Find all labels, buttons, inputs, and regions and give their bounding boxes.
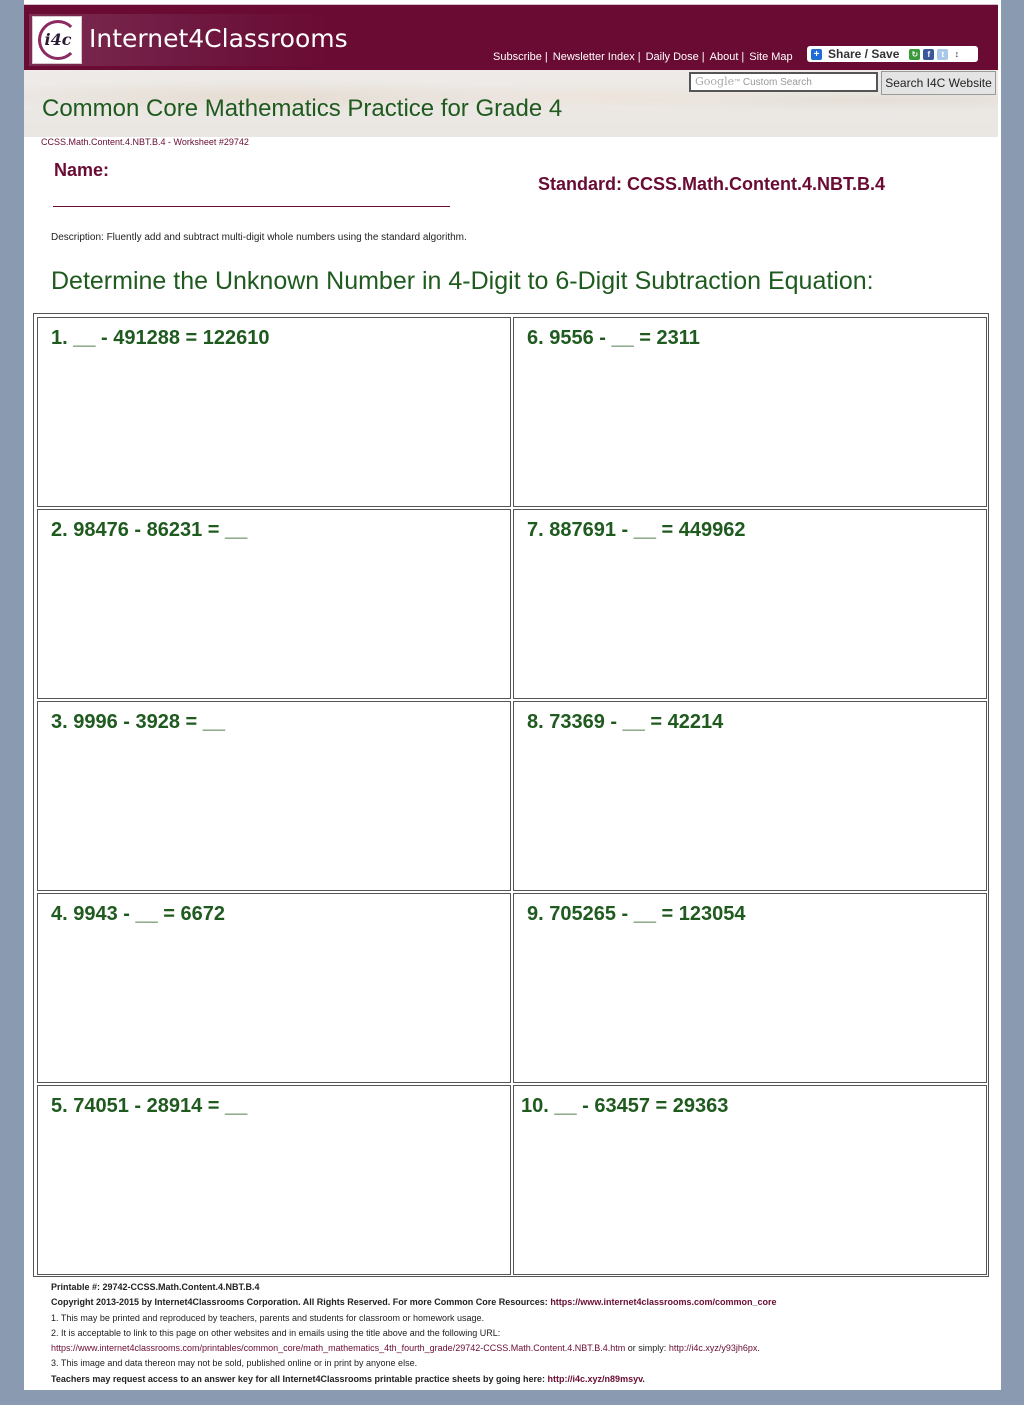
- printable-number: Printable #: 29742-CCSS.Math.Content.4.NBT.B.4: [51, 1282, 260, 1292]
- question-cell: [513, 1085, 987, 1275]
- nav-daily-dose[interactable]: Daily Dose: [645, 51, 699, 63]
- share-label: Share / Save: [828, 47, 900, 61]
- question-text: 8. 73369 - __ = 42214: [527, 711, 724, 733]
- nav-about[interactable]: About: [709, 51, 739, 63]
- question-text: 2. 98476 - 86231 = __: [51, 519, 248, 541]
- name-label: Name:: [54, 160, 110, 180]
- search-button[interactable]: Search I4C Website: [881, 71, 996, 95]
- search-placeholder: Custom Search: [742, 77, 812, 88]
- question-text: 6. 9556 - __ = 2311: [527, 327, 700, 349]
- question-cell: [37, 701, 511, 891]
- facebook-icon: f: [923, 49, 934, 60]
- question-text: 5. 74051 - 28914 = __: [51, 1095, 248, 1117]
- question-cell: [37, 317, 511, 507]
- question-cell: [513, 701, 987, 891]
- search-input[interactable]: Google™ Custom Search: [689, 72, 878, 92]
- question-text: 3. 9996 - 3928 = __: [51, 711, 226, 733]
- worksheet-heading: Determine the Unknown Number in 4-Digit to 6-Digit Subtraction Equation:: [51, 267, 874, 295]
- common-core-link[interactable]: https://www.internet4classrooms.com/common_core: [550, 1297, 777, 1308]
- top-nav: [493, 51, 793, 63]
- question-text: 7. 887691 - __ = 449962: [527, 519, 746, 541]
- description: Description: Fluently add and subtract multi-digit whole numbers using the standard algorithm.: [51, 232, 467, 243]
- standard-label: Standard: CCSS.Math.Content.4.NBT.B.4: [538, 174, 886, 194]
- question-cell: [513, 317, 987, 507]
- nav-site-map[interactable]: Site Map: [749, 51, 793, 63]
- page-title: Common Core Mathematics Practice for Grade 4: [42, 95, 563, 122]
- nav-subscribe[interactable]: Subscribe: [493, 51, 542, 63]
- share-save-button[interactable]: [807, 46, 978, 62]
- header-banner: [24, 70, 998, 137]
- site-name: Internet4Classrooms: [89, 24, 348, 53]
- nav-separator: |: [544, 51, 548, 63]
- refresh-icon: ↻: [909, 49, 920, 60]
- nav-separator: |: [701, 51, 705, 63]
- short-url-link[interactable]: http://i4c.xyz/y93jh6px: [668, 1343, 758, 1354]
- answer-key-note: Teachers may request access to an answer key for all Internet4Classrooms printable practice sheets by going here: http://i4c.xyz/n89msyv.: [51, 1373, 645, 1384]
- note-2: 2. It is acceptable to link to this page on other websites and in emails using the title above and the following URL:: [51, 1327, 501, 1338]
- question-cell: [37, 893, 511, 1083]
- breadcrumb: CCSS.Math.Content.4.NBT.B.4 - Worksheet #29742: [41, 137, 249, 147]
- footer: [51, 1280, 777, 1387]
- nav-newsletter-index[interactable]: Newsletter Index: [552, 51, 635, 63]
- logo-icon: i4c: [32, 16, 82, 64]
- question-cell: [37, 1085, 511, 1275]
- plus-icon: +: [811, 49, 822, 60]
- copyright: Copyright 2013-2015 by Internet4Classrooms Corporation. All Rights Reserved. For more Common Core Resources: https://www.internet4classrooms.com/common_core: [51, 1297, 777, 1308]
- question-text: 4. 9943 - __ = 6672: [51, 903, 226, 925]
- site-logo[interactable]: [29, 14, 348, 66]
- note-3: 3. This image and data thereon may not be sold, published online or in print by anyone else.: [51, 1358, 418, 1369]
- site-header: [24, 4, 998, 70]
- question-text: 10. __ - 63457 = 29363: [521, 1095, 729, 1117]
- worksheet-page: [24, 0, 1001, 1390]
- worksheet-url-link[interactable]: https://www.internet4classrooms.com/printables/common_core/math_mathematics_4th_fourth_grade/29742-CCSS.Math.Content.4.NBT.B.4.htm: [51, 1343, 626, 1354]
- answer-key-link[interactable]: http://i4c.xyz/n89msyv: [547, 1373, 643, 1384]
- question-text: 1. __ - 491288 = 122610: [51, 327, 270, 349]
- question-cell: [37, 509, 511, 699]
- question-cell: [513, 509, 987, 699]
- note-2-urls: https://www.internet4classrooms.com/printables/common_core/math_mathematics_4th_fourth_grade/29742-CCSS.Math.Content.4.NBT.B.4.htm or simply: http://i4c.xyz/y93jh6px.: [51, 1343, 760, 1354]
- updown-arrows-icon: ↕: [954, 48, 960, 59]
- google-logo: Google: [695, 75, 735, 88]
- nav-separator: |: [741, 51, 745, 63]
- twitter-icon: t: [937, 49, 948, 60]
- name-line: [53, 206, 450, 207]
- question-grid: [33, 313, 989, 1277]
- nav-separator: |: [637, 51, 641, 63]
- question-cell: [513, 893, 987, 1083]
- question-text: 9. 705265 - __ = 123054: [527, 903, 746, 925]
- note-1: 1. This may be printed and reproduced by teachers, parents and students for classroom or homework usage.: [51, 1312, 485, 1323]
